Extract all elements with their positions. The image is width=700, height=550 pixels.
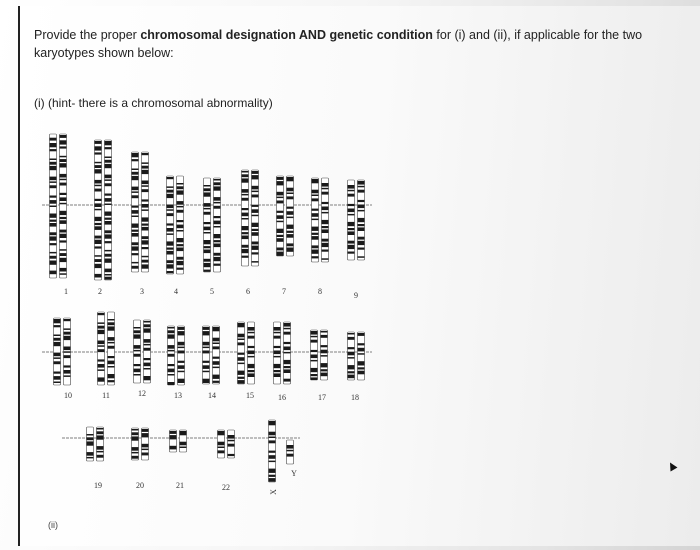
label-15: 15 xyxy=(246,391,254,400)
label-20: 20 xyxy=(136,481,144,490)
label-16: 16 xyxy=(278,393,286,402)
label-10: 10 xyxy=(64,391,72,400)
label-Y: Y xyxy=(291,469,297,478)
chromosome-1 xyxy=(50,134,67,278)
label-3: 3 xyxy=(140,287,144,296)
chromosome-16 xyxy=(274,322,291,384)
label-17: 17 xyxy=(318,393,326,402)
label-6: 6 xyxy=(246,287,250,296)
chromosome-X xyxy=(269,420,276,482)
label-21: 21 xyxy=(176,481,184,490)
chromosome-17 xyxy=(311,330,328,380)
question-prefix: Provide the proper xyxy=(34,28,141,42)
chromosome-20 xyxy=(132,428,149,460)
label-8: 8 xyxy=(318,287,322,296)
question-bold: chromosomal designation AND genetic condition xyxy=(140,28,433,42)
chromosome-8 xyxy=(312,178,329,262)
chromosome-22 xyxy=(218,430,235,458)
label-18: 18 xyxy=(351,393,359,402)
chromosome-6 xyxy=(242,170,259,266)
label-11: 11 xyxy=(102,391,110,400)
chromosome-19 xyxy=(87,427,104,461)
part-i-hint: (i) (hint- there is a chromosomal abnormality) xyxy=(34,96,273,110)
chromosome-4 xyxy=(167,176,184,274)
label-5: 5 xyxy=(210,287,214,296)
label-1: 1 xyxy=(64,287,68,296)
label-9: 9 xyxy=(354,291,358,300)
part-ii-label: (ii) xyxy=(48,520,58,530)
chromosomes xyxy=(50,134,365,482)
chromosome-14 xyxy=(203,326,220,384)
question-suffix: for (i) and (ii), if applicable for the two karyotypes shown below: xyxy=(34,28,643,60)
label-X: X xyxy=(269,489,278,495)
chromosome-11 xyxy=(98,312,115,385)
chromosome-2 xyxy=(95,140,112,280)
chromosome-15 xyxy=(238,322,255,384)
chromosome-18 xyxy=(348,332,365,380)
chromosome-5 xyxy=(204,178,221,272)
label-4: 4 xyxy=(174,287,178,296)
label-2: 2 xyxy=(98,287,102,296)
label-14: 14 xyxy=(208,391,216,400)
chromosome-Y xyxy=(287,440,294,464)
chromosome-3 xyxy=(132,152,149,272)
label-22: 22 xyxy=(222,483,230,492)
chromosome-9 xyxy=(348,180,365,260)
label-19: 19 xyxy=(94,481,102,490)
chromosome-7 xyxy=(277,176,294,256)
label-13: 13 xyxy=(174,391,182,400)
label-12: 12 xyxy=(138,389,146,398)
chromosome-21 xyxy=(170,430,187,452)
chromosome-13 xyxy=(168,326,185,385)
label-7: 7 xyxy=(282,287,286,296)
